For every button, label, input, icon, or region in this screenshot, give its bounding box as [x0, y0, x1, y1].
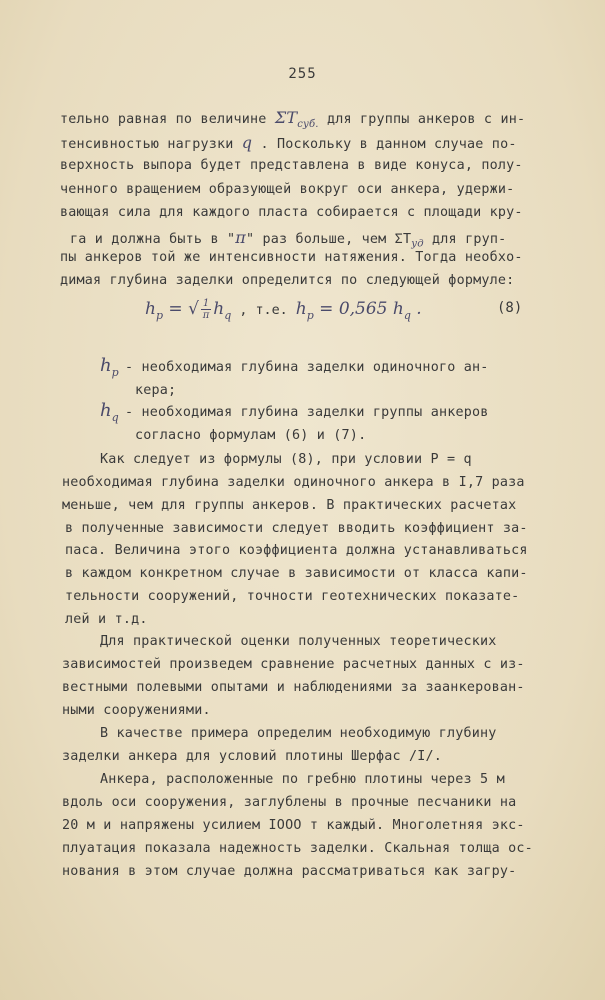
text-line: лей и т.д.: [65, 612, 148, 627]
text-line: верхность выпора будет представлена в виде конуса, полу-: [60, 158, 523, 173]
text-line: тельности сооружений, точности геотехнических показате-: [65, 589, 520, 604]
text-line: зависимостей произведем сравнение расчетных данных с из-: [62, 657, 525, 672]
text-line: вающая сила для каждого пласта собирается с площади кру-: [60, 205, 523, 220]
text-line: заделки анкера для условий плотины Шерфас /I/.: [62, 749, 443, 764]
text-line: пы анкеров той же интенсивности натяжения. Тогда необхо-: [60, 250, 523, 265]
formula-fraction: $\frac{1}{\pi}$: [202, 298, 210, 321]
formula-8: $h_p$ = √ $\frac{1}{\pi} h_q$ , т.е. $h_p = 0,565$ $h_q$ .: [145, 298, 422, 322]
text-span: . Поскольку в данном случае по-: [252, 137, 517, 152]
definition-text: кера;: [135, 383, 177, 398]
definition-text: согласно формулам (6) и (7).: [135, 428, 367, 443]
equation-number: (8): [497, 300, 523, 316]
page-number: 255: [288, 66, 317, 82]
text-span: " раз больше, чем ΣT: [245, 232, 412, 247]
text-line: Как следует из формулы (8), при условии P = q: [100, 452, 472, 467]
text-line: В качестве примера определим необходимую глубину: [100, 726, 497, 741]
handwritten-subscript: уд: [411, 238, 424, 250]
text-line: [60, 108, 525, 130]
definition-text: - необходимая глубина заделки группы анкеров: [125, 405, 489, 420]
text-line: ными сооружениями.: [62, 703, 211, 718]
text-span: для группы анкеров с ин-: [318, 112, 526, 127]
handwritten-symbol: q: [241, 133, 253, 152]
handwritten-symbol: π: [235, 228, 246, 247]
text-line: в каждом конкретном случае в зависимости от класса капи-: [65, 566, 528, 581]
text-line: необходимая глубина заделки одиночного анкера в I,7 раза: [62, 475, 525, 490]
text-span: тенсивностью нагрузки: [60, 137, 242, 152]
text-line: нования в этом случае должна рассматриваться как загру-: [62, 864, 517, 879]
text-span: га и должна быть в ": [70, 232, 236, 247]
definition-text: - необходимая глубина заделки одиночного ан-: [125, 360, 489, 375]
text-line: Анкера, расположенные по гребню плотины через 5 м: [100, 772, 505, 787]
text-line: [70, 228, 506, 250]
definition-symbol: $h_q$: [100, 400, 119, 424]
text-line: меньше, чем для группы анкеров. В практических расчетах: [62, 498, 517, 513]
text-line: паса. Величина этого коэффициента должна устанавливаться: [65, 543, 528, 558]
definition-symbol: $h_p$: [100, 355, 119, 379]
text-line: димая глубина заделки определится по следующей формуле:: [60, 273, 515, 288]
text-line: [60, 133, 517, 152]
text-line: плуатация показала надежность заделки. Скальная толща ос-: [62, 841, 533, 856]
text-span: для груп-: [423, 232, 507, 247]
text-line: вестными полевыми опытами и наблюдениями за заанкерован-: [62, 680, 525, 695]
text-line: в полученные зависимости следует вводить коэффициент за-: [65, 521, 528, 536]
text-line: ченного вращением образующей вокруг оси анкера, удержи-: [60, 182, 515, 197]
text-line: вдоль оси сооружения, заглублены в прочные песчаники на: [62, 795, 517, 810]
text-line: 20 м и напряжены усилием IOOO т каждый. Многолетняя экс-: [62, 818, 525, 833]
handwritten-symbol: $\Sigma T_{суб.}$: [274, 108, 319, 131]
text-span: тельно равная по величине: [60, 112, 275, 127]
text-line: Для практической оценки полученных теоретических: [100, 634, 497, 649]
